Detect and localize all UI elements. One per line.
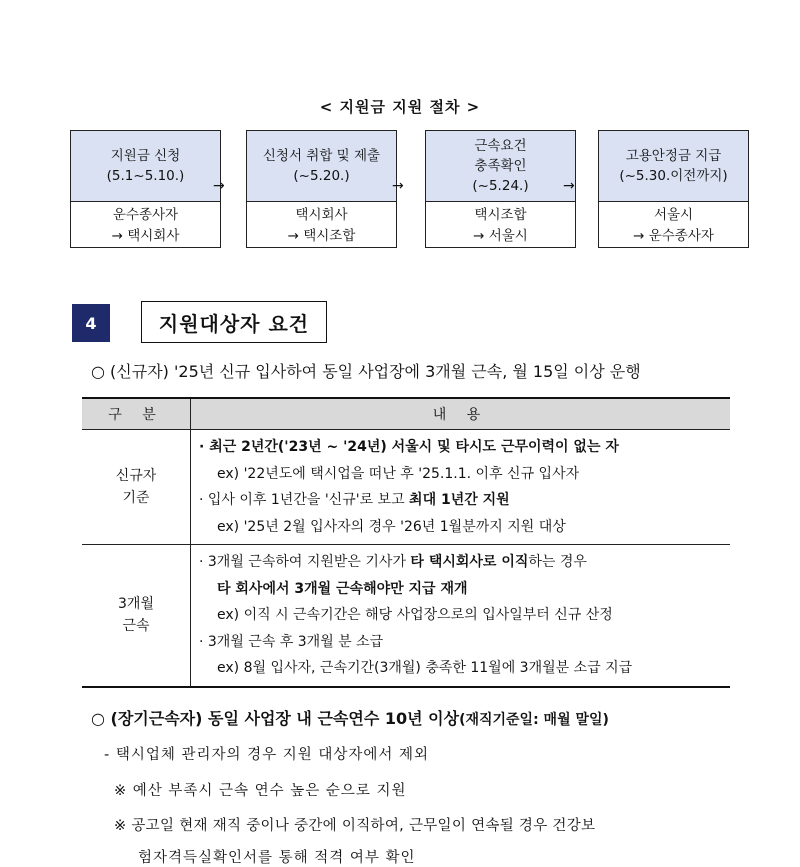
text: · 3개월 근속하여 지원받은 기사가 bbox=[199, 554, 411, 570]
new-hire-line bbox=[91, 359, 641, 382]
step-recipient: → 운수종사자 bbox=[633, 227, 714, 244]
step-actor: 택시회사 bbox=[295, 206, 348, 223]
step-period: (~5.20.) bbox=[293, 168, 350, 184]
step-apply bbox=[70, 130, 221, 248]
step-actor: 택시조합 bbox=[474, 206, 527, 223]
step-label-2: 충족확인 bbox=[474, 158, 527, 174]
note-line: ※ 공고일 현재 재직 중이나 중간에 이직하여, 근무일이 연속될 경우 건강보 bbox=[114, 818, 596, 834]
example-text: ex) 이직 시 근속기간은 해당 사업장으로의 입사일부터 신규 산정 bbox=[217, 607, 613, 623]
step-label: 지원금 신청 bbox=[110, 148, 181, 164]
requirements-table bbox=[82, 397, 730, 688]
row-category bbox=[82, 545, 191, 687]
text-bold: 타 택시회사로 이직 bbox=[410, 554, 529, 570]
step-recipient: → 택시회사 bbox=[111, 227, 180, 244]
step-period: (~5.24.) bbox=[472, 178, 529, 194]
step-period: (~5.30.이전까지) bbox=[619, 168, 728, 184]
text: · 입사 이후 1년간을 '신규'로 보고 bbox=[199, 492, 410, 508]
text-bold: 타 회사에서 3개월 근속해야만 지급 재개 bbox=[217, 580, 468, 597]
note-line: 험자격득실확인서를 통해 적격 여부 확인 bbox=[138, 850, 416, 866]
example-text: ex) '22년도에 택시업을 떠난 후 '25.1.1. 이후 신규 입사자 bbox=[217, 465, 580, 482]
row-category-line2: 근속 bbox=[122, 618, 150, 635]
step-recipient: → 택시조합 bbox=[287, 227, 356, 244]
long-term-line bbox=[91, 706, 609, 729]
flow-arrow: → bbox=[213, 178, 225, 194]
row-category-line1: 3개월 bbox=[118, 596, 154, 613]
text: · 3개월 근속 후 3개월 분 소급 bbox=[199, 633, 384, 650]
text: · 최근 2년간('23년 ~ '24년) 서울시 및 타시도 bbox=[199, 439, 501, 455]
step-collect-submit bbox=[246, 130, 397, 248]
flow-arrow: → bbox=[563, 178, 575, 194]
row-category-line2: 기준 bbox=[122, 490, 150, 506]
text-bold: 최대 1년간 지원 bbox=[409, 492, 510, 508]
step-actor: 서울시 bbox=[653, 206, 694, 223]
flow-arrow: → bbox=[392, 178, 404, 194]
long-term-note: (재직기준일: 매월 말일) bbox=[459, 712, 609, 728]
row-content bbox=[191, 545, 731, 687]
text-bold: 근무이력이 없는 자 bbox=[500, 439, 619, 455]
long-term-text: ○ (장기근속자) 동일 사업장 내 근속연수 10년 이상 bbox=[91, 709, 460, 728]
section-number: 4 bbox=[72, 304, 110, 342]
note-line: ※ 예산 부족시 근속 연수 높은 순으로 지원 bbox=[114, 783, 407, 799]
section-title: 지원대상자 요건 bbox=[141, 301, 327, 343]
header-content: 내 용 bbox=[191, 398, 731, 430]
text: 하는 경우 bbox=[528, 554, 587, 570]
example-text: ex) '25년 2월 입사자의 경우 '26년 1월분까지 지원 대상 bbox=[217, 518, 566, 535]
header-category: 구 분 bbox=[82, 398, 191, 430]
step-pay bbox=[598, 130, 749, 248]
row-content bbox=[191, 430, 731, 545]
table-row bbox=[82, 545, 730, 687]
step-label: 고용안정금 지급 bbox=[625, 148, 722, 164]
step-label: 근속요건 bbox=[474, 138, 527, 154]
note-line: - 택시업체 관리자의 경우 지원 대상자에서 제외 bbox=[104, 747, 430, 763]
example-text: ex) 8월 입사자, 근속기간(3개월) 충족한 11월에 3개월분 소급 지급 bbox=[217, 660, 633, 676]
table-row bbox=[82, 430, 730, 545]
step-actor: 운수종사자 bbox=[112, 206, 179, 223]
row-category-line1: 신규자 bbox=[115, 468, 157, 484]
step-verify bbox=[425, 130, 576, 248]
step-period: (5.1~5.10.) bbox=[106, 168, 185, 184]
step-label: 신청서 취합 및 제출 bbox=[262, 148, 381, 164]
new-hire-text: ○ (신규자) '25년 신규 입사하여 동일 사업장에 3개월 근속, 월 15일 이상 운행 bbox=[91, 362, 641, 381]
procedure-title: < 지원금 지원 절차 > bbox=[319, 98, 481, 116]
row-category bbox=[82, 430, 191, 545]
step-recipient: → 서울시 bbox=[473, 227, 528, 244]
